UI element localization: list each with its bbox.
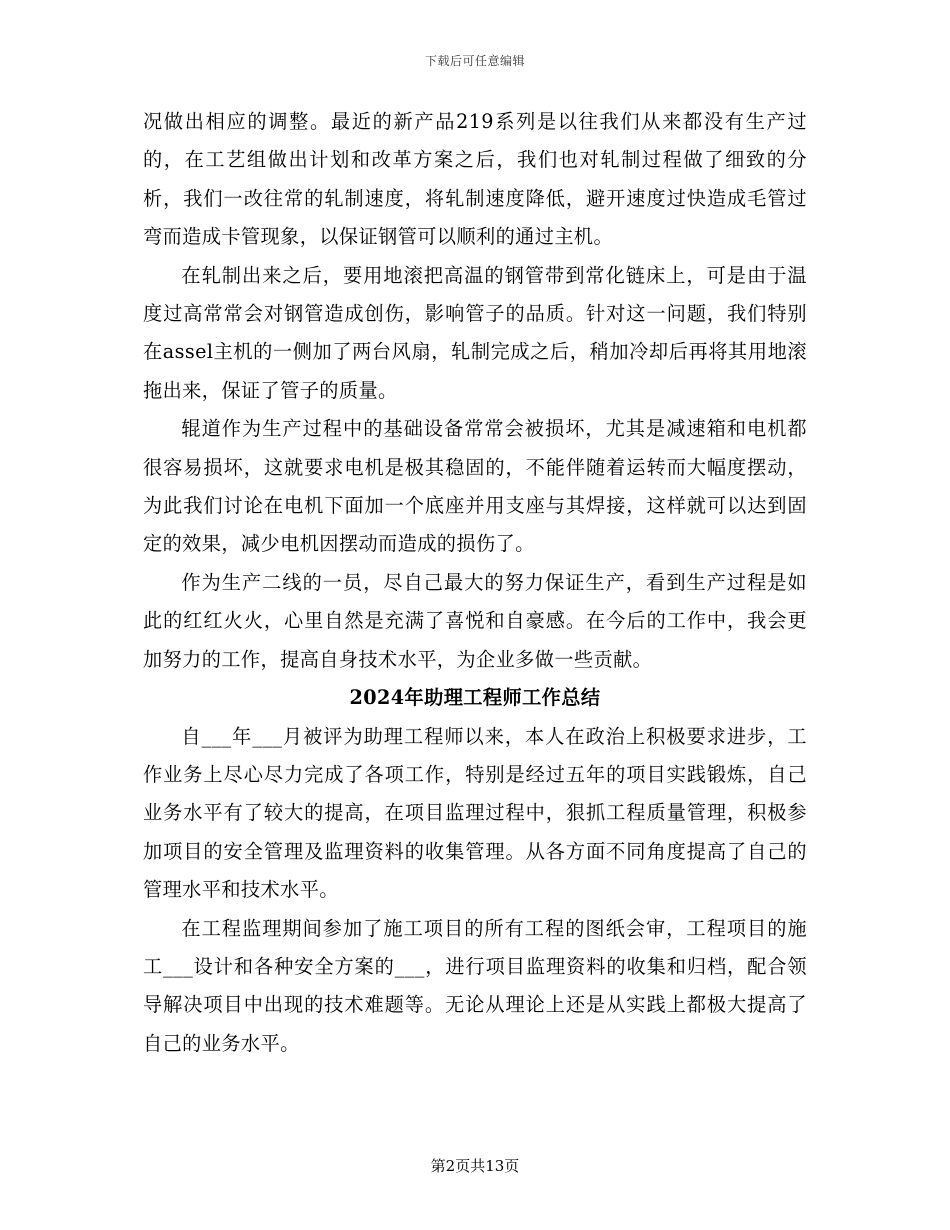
body-paragraph: 况做出相应的调整。最近的新产品219系列是以往我们从来都没有生产过的，在工艺组做出计划和改革方案之后，我们也对轧制过程做了细致的分析，我们一改往常的轧制速度，将轧制速度降低，避开速度过快造成毛管过弯而造成卡管现象，以保证钢管可以顺利的通过主机。 bbox=[143, 110, 807, 249]
page-number-footer: 第2页共13页 bbox=[430, 1157, 520, 1175]
body-paragraph: 在轧制出来之后，要用地滚把高温的钢管带到常化链床上，可是由于温度过高常常会对钢管造成创伤，影响管子的品质。针对这一问题，我们特别在assel主机的一侧加了两台风扇，轧制完成之后，稍加冷却后再将其用地滚拖出来，保证了管子的质量。 bbox=[143, 263, 807, 402]
document-body bbox=[143, 103, 807, 1063]
body-paragraph: 作为生产二线的一员，尽自己最大的努力保证生产，看到生产过程是如此的红红火火，心里自然是充满了喜悦和自豪感。在今后的工作中，我会更加努力的工作，提高自身技术水平，为企业多做一些贡献。 bbox=[143, 570, 807, 671]
body-paragraph: 自___年___月被评为助理工程师以来，本人在政治上积极要求进步，工作业务上尽心尽力完成了各项工作，特别是经过五年的项目实践锻炼，自己业务水平有了较大的提高，在项目监理过程中，狠抓工程质量管理，积极参加项目的安全管理及监理资料的收集管理。从各方面不同角度提高了自己的管理水平和技术水平。 bbox=[143, 724, 807, 902]
header-note: 下载后可任意编辑 bbox=[424, 54, 525, 68]
section-title: 2024年助理工程师工作总结 bbox=[349, 686, 601, 710]
body-paragraph: 在工程监理期间参加了施工项目的所有工程的图纸会审，工程项目的施工___设计和各种安全方案的___，进行项目监理资料的收集和归档，配合领导解决项目中出现的技术难题等。无论从理论上还是从实践上都极大提高了自己的业务水平。 bbox=[143, 916, 807, 1055]
body-paragraph: 辊道作为生产过程中的基础设备常常会被损坏，尤其是减速箱和电机都很容易损坏，这就要求电机是极其稳固的，不能伴随着运转而大幅度摆动，为此我们讨论在电机下面加一个底座并用支座与其焊接，这样就可以达到固定的效果，减少电机因摆动而造成的损伤了。 bbox=[143, 417, 807, 556]
